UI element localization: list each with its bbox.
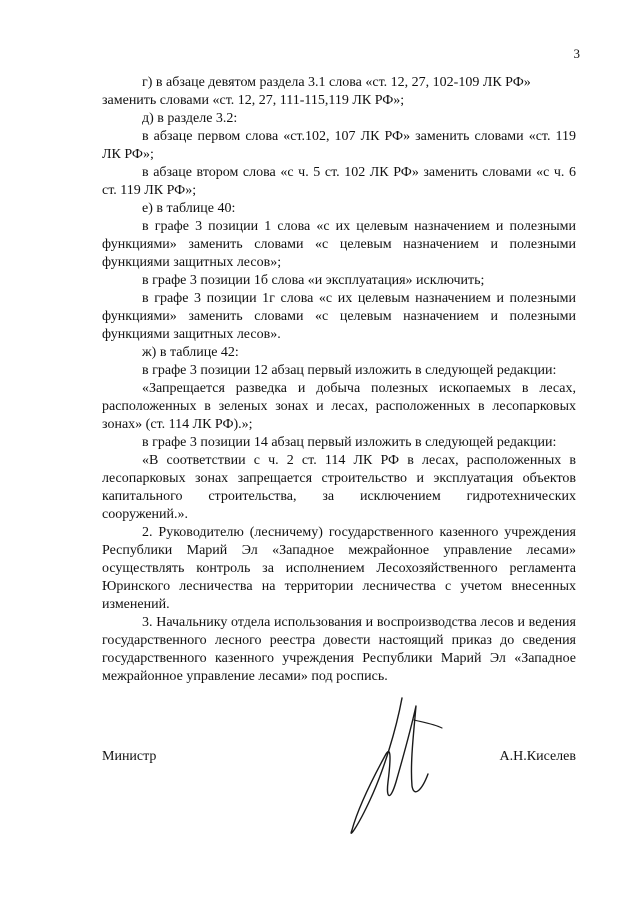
paragraph-d-first: в абзаце первом слова «ст.102, 107 ЛК РФ» заменить словами «ст. 119 ЛК РФ»; (102, 129, 576, 162)
paragraph-e-position-1g: в графе 3 позиции 1г слова «с их целевым назначением и полезными функциями» заменить словами «с целевым назначением и полезными функциями защитных лесов». (102, 291, 576, 342)
paragraph-e-position-1: в графе 3 позиции 1 слова «с их целевым назначением и полезными функциями» заменить словами «с целевым назначением и полезными функциями защитных лесов»; (102, 219, 576, 270)
paragraph-d-second: в абзаце втором слова «с ч. 5 ст. 102 ЛК РФ» заменить словами «с ч. 6 ст. 119 ЛК РФ»; (102, 165, 576, 198)
paragraph-zh-heading: ж) в таблице 42: (142, 345, 239, 360)
paragraph-e-heading: е) в таблице 40: (142, 201, 236, 216)
paragraph-e-position-1b: в графе 3 позиции 1б слова «и эксплуатация» исключить; (142, 273, 485, 288)
signer-position: Министр (102, 749, 157, 764)
handwritten-signature-icon (330, 690, 470, 860)
signer-name: А.Н.Киселев (499, 749, 576, 764)
paragraph-zh-quote-14: «В соответствии с ч. 2 ст. 114 ЛК РФ в лесах, расположенных в лесопарковых зонах запрещается строительство и эксплуатация объектов капитального строительства, за исключением гидротехнических сооружений.». (102, 453, 576, 522)
paragraph-g-clause: г) в абзаце девятом раздела 3.1 слова «ст. 12, 27, 102-109 ЛК РФ» заменить словами «ст. 12, 27, 111-115,119 ЛК РФ»; (102, 75, 531, 108)
paragraph-item-3: 3. Начальнику отдела использования и воспроизводства лесов и ведения государственного лесного реестра довести настоящий приказ до сведения государственного казенного учреждения Республики Марий Эл «Западное межрайонное управление лесами» под роспись. (102, 615, 576, 684)
paragraph-item-2: 2. Руководителю (лесничему) государственного казенного учреждения Республики Марий Эл «Западное межрайонное управление лесами» осуществлять контроль за исполнением Лесохозяйственного регламента Юринского лесничества на территории лесничества с учетом внесенных изменений. (102, 525, 576, 612)
paragraph-zh-position-12: в графе 3 позиции 12 абзац первый изложить в следующей редакции: (142, 363, 557, 378)
page-number: 3 (573, 46, 580, 61)
document-body (102, 74, 576, 686)
paragraph-zh-position-14: в графе 3 позиции 14 абзац первый изложить в следующей редакции: (142, 435, 557, 450)
paragraph-zh-quote-12: «Запрещается разведка и добыча полезных ископаемых в лесах, расположенных в зеленых зонах и лесах, расположенных в лесопарковых зонах» (ст. 114 ЛК РФ).»; (102, 381, 576, 432)
paragraph-d-heading: д) в разделе 3.2: (142, 111, 238, 126)
